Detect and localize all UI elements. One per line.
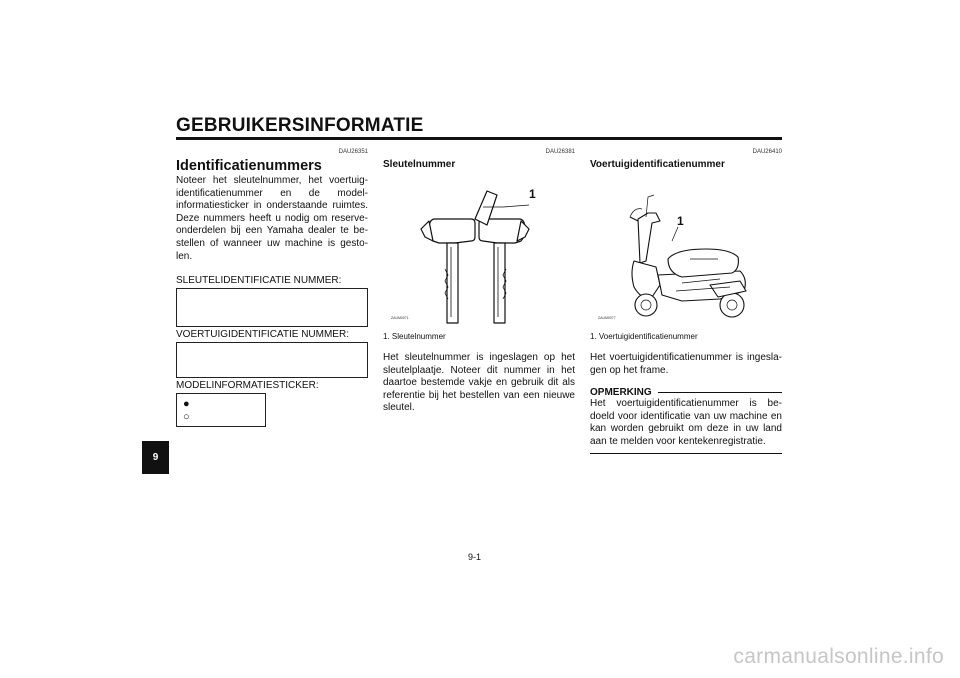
section-heading: Identificatienummers bbox=[176, 158, 322, 174]
page-title: GEBRUIKERSINFORMATIE bbox=[176, 115, 424, 136]
intro-paragraph: Noteer het sleutelnummer, het voertuig-identificatienummer en de model-informatiesticker in onderstaande ruimtes. Deze nummers heeft u nodig om reserve-onderdelen bij een Yamaha dealer te be-stellen of wanneer uw machine is gesto-len. bbox=[176, 175, 368, 262]
page-number: 9-1 bbox=[468, 552, 482, 562]
section-code: DAU26410 bbox=[752, 149, 782, 155]
callout-1: 1 bbox=[529, 187, 536, 201]
identification-column bbox=[176, 148, 368, 427]
model-sticker-label: MODELINFORMATIESTICKER: bbox=[176, 380, 319, 392]
note-text: Het voertuigidentificatienummer is be-doeld voor identificatie van uw machine en kan worden gebruikt om deze in uw land aan te melden voor kentekenregistratie. bbox=[590, 398, 782, 447]
vin-paragraph: Het voertuigidentificatienummer is ingesla-gen op het frame. bbox=[590, 352, 782, 376]
vin-column bbox=[590, 148, 782, 454]
model-sticker-box bbox=[176, 393, 266, 427]
keys-figure bbox=[383, 177, 575, 329]
figure-caption: 1. Sleutelnummer bbox=[383, 332, 446, 341]
keys-illustration bbox=[383, 177, 575, 329]
section-code: DAU26381 bbox=[545, 149, 575, 155]
scooter-illustration bbox=[590, 177, 782, 329]
vin-label: VOERTUIGIDENTIFICATIE NUMMER: bbox=[176, 329, 349, 341]
watermark: carmanualsonline.info bbox=[733, 645, 944, 668]
scooter-figure bbox=[590, 177, 782, 329]
key-number-column bbox=[383, 148, 575, 415]
empty-circle-symbol: ○ bbox=[183, 411, 190, 424]
note-rule bbox=[658, 392, 782, 393]
key-paragraph: Het sleutelnummer is ingeslagen op het sleutelplaatje. Noteer dit nummer in het daartoe bestemde vakje en gebruik dit als referentie bij het bestellen van een nieuwe sleutel. bbox=[383, 352, 575, 414]
callout-1: 1 bbox=[677, 214, 684, 228]
vin-box bbox=[176, 342, 368, 378]
note-end-rule bbox=[590, 453, 782, 454]
note-title: OPMERKING bbox=[590, 387, 652, 399]
section-code: DAU26351 bbox=[338, 149, 368, 155]
key-number-label: SLEUTELIDENTIFICATIE NUMMER: bbox=[176, 275, 342, 287]
filled-circle-symbol: ● bbox=[183, 398, 190, 411]
note-header bbox=[590, 387, 782, 398]
key-number-box bbox=[176, 288, 368, 327]
figure-ref: ZAUM0077 bbox=[598, 316, 616, 320]
title-rule bbox=[176, 137, 782, 140]
chapter-tab: 9 bbox=[142, 441, 169, 474]
section-heading: Voertuigidentificatienummer bbox=[590, 159, 725, 170]
section-heading: Sleutelnummer bbox=[383, 159, 456, 170]
figure-caption: 1. Voertuigidentificatienummer bbox=[590, 332, 698, 341]
figure-ref: ZAUM0071 bbox=[391, 316, 409, 320]
